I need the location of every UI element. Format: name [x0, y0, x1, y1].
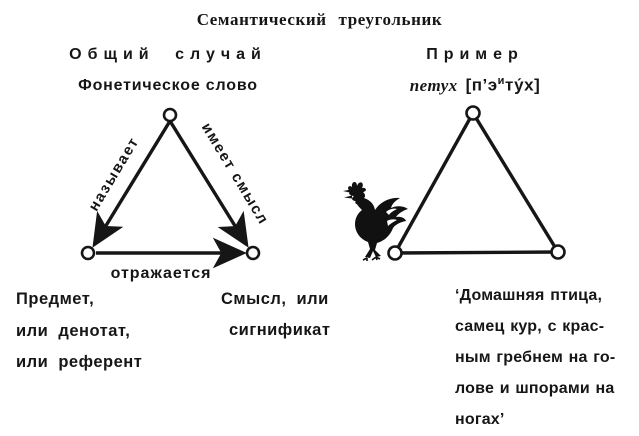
gloss-line: ным гребнем на го-: [455, 349, 616, 366]
example-gloss: [455, 280, 639, 435]
transcription-open: [п’э: [465, 75, 498, 95]
sense-line: сигнификат: [229, 321, 331, 339]
edge-label-reflects: отражается: [110, 265, 212, 282]
object-line: или референт: [16, 353, 143, 371]
example-edge-right: [473, 113, 558, 252]
object-line: Предмет,: [16, 290, 95, 308]
example-edge-bottom: [395, 252, 558, 253]
vertex-word-node: [164, 109, 176, 121]
vertex-object-node: [82, 247, 94, 259]
sense-line: Смысл, или: [221, 290, 329, 308]
example-triangle: [340, 95, 590, 270]
object-vertex-label: [16, 284, 142, 379]
general-case-heading: Общий случай: [69, 46, 267, 63]
vertex-sense-node: [247, 247, 259, 259]
sense-vertex-label: [221, 284, 330, 346]
transcription-close: ту́х]: [504, 75, 541, 95]
edge-label-has-sense: имеет смысл: [197, 119, 273, 229]
example-vertex-word-node: [467, 107, 480, 120]
example-word-transcription: [340, 75, 610, 96]
example-vertex-sense-node: [552, 246, 565, 259]
example-vertex-object-node: [389, 247, 402, 260]
figure-title: Семантический треугольник: [196, 10, 443, 29]
phonetic-word-label: Фонетическое слово: [78, 77, 258, 94]
edge-label-names: называет: [85, 133, 143, 215]
example-heading: Пример: [426, 46, 524, 63]
gloss-line: ногах’: [455, 411, 505, 428]
transcription-superscript: и: [497, 75, 505, 87]
example-edge-left: [395, 113, 473, 253]
gloss-line: лове и шпорами на: [455, 380, 615, 397]
gloss-line: самец кур, с крас-: [455, 318, 605, 335]
object-line: или денотат,: [16, 321, 131, 340]
gloss-line: ‘Домашняя птица,: [455, 287, 603, 304]
example-word: петух: [409, 75, 458, 95]
